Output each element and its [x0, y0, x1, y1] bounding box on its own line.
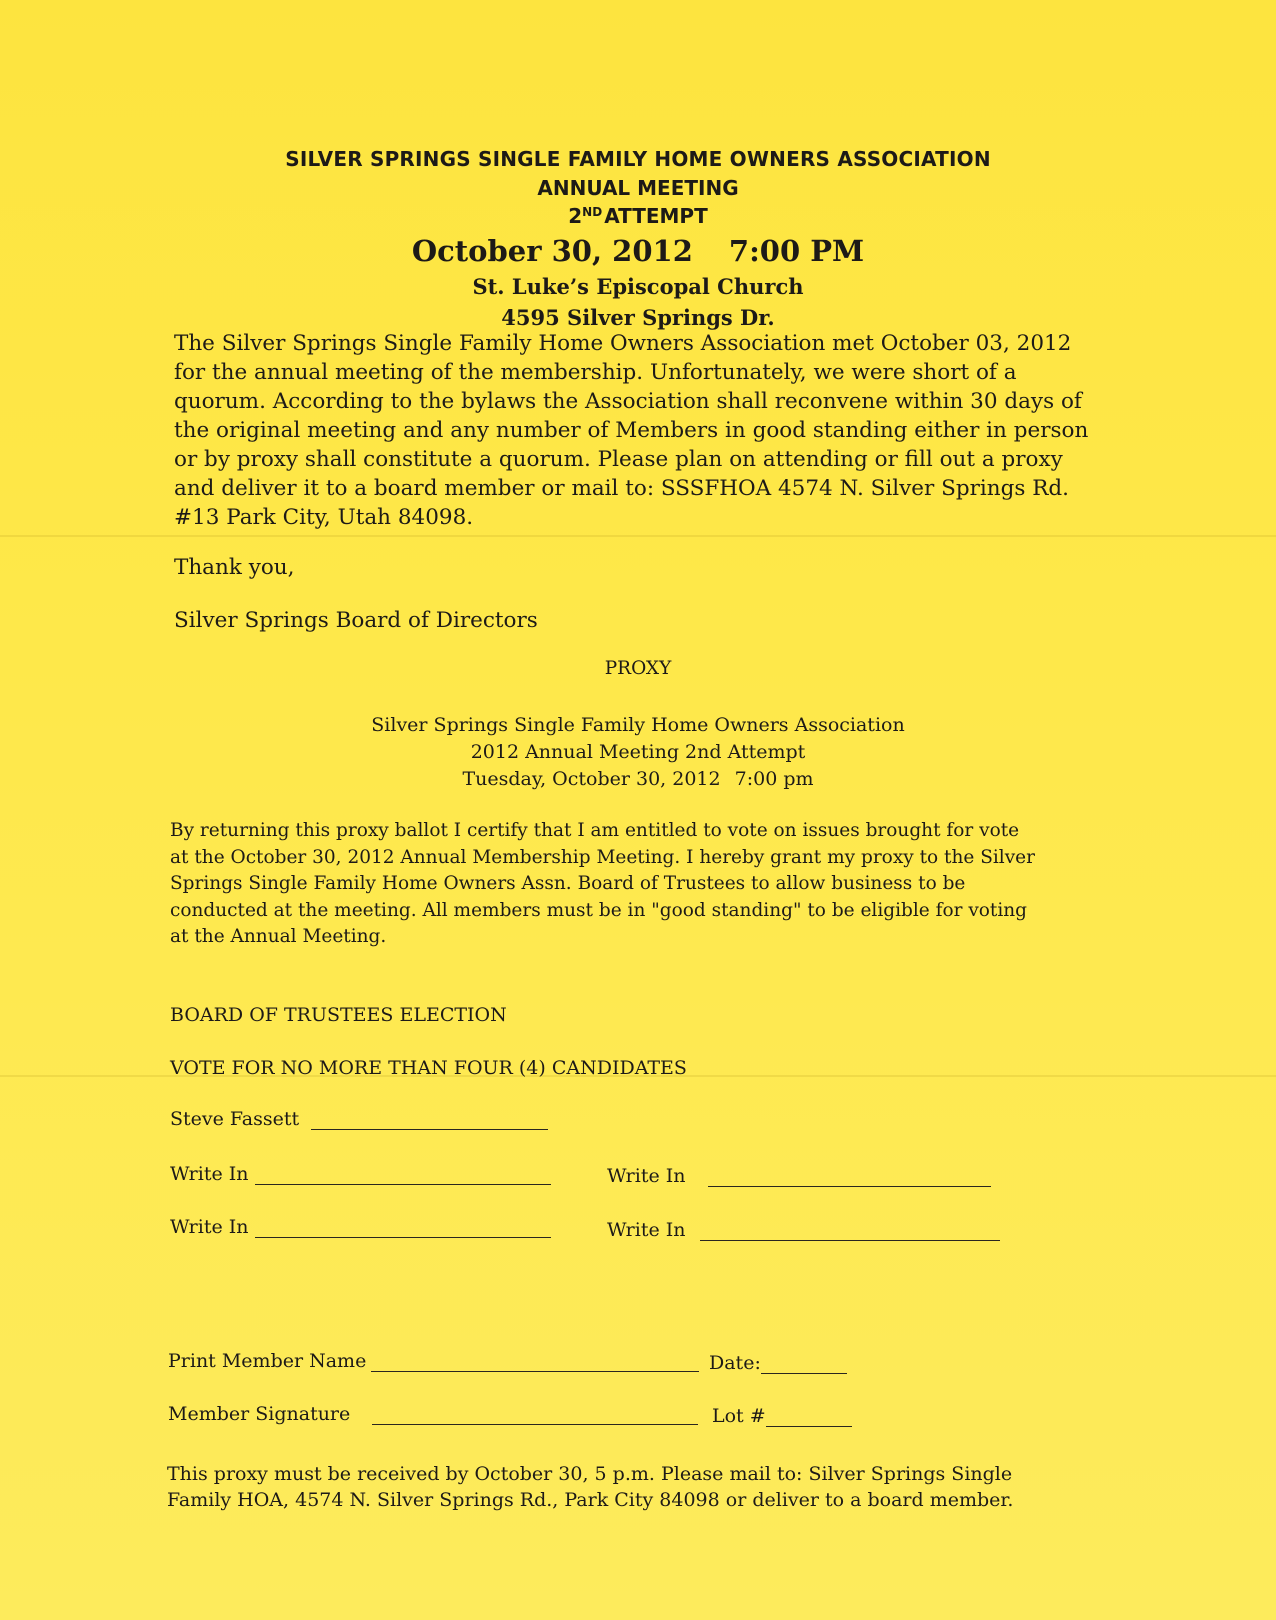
certification-paragraph: [170, 818, 1035, 951]
intro-line: #13 Park City, Utah 84098.: [174, 505, 474, 530]
meeting-title: ANNUAL MEETING: [537, 176, 739, 200]
proxy-header: [0, 712, 1276, 793]
write-in-row: [170, 1216, 551, 1238]
write-in-label: Write In: [170, 1216, 249, 1238]
meeting-time: 7:00 PM: [728, 234, 865, 268]
intro-line: and deliver it to a board member or mail to: SSSFHOA 4574 N. Silver Springs Rd.: [174, 476, 1070, 501]
member-signature-row: [168, 1403, 698, 1425]
lot-line[interactable]: [766, 1408, 852, 1427]
date-line[interactable]: [761, 1355, 847, 1374]
intro-paragraph: [174, 329, 1094, 532]
venue-address: 4595 Silver Springs Dr.: [501, 305, 775, 330]
write-in-line-3[interactable]: [255, 1219, 551, 1238]
thanks-text: Thank you,: [174, 555, 295, 580]
proxy-datetime: [0, 766, 1276, 793]
intro-line: or by proxy shall constitute a quorum. Please plan on attending or fill out a proxy: [174, 447, 1063, 472]
candidate-vote-line[interactable]: [311, 1111, 548, 1130]
write-in-label: Write In: [170, 1163, 249, 1185]
write-in-line-1[interactable]: [255, 1166, 551, 1185]
write-in-row: [607, 1219, 1000, 1241]
signoff-text: Silver Springs Board of Directors: [174, 608, 538, 633]
footer-line: Family HOA, 4574 N. Silver Springs Rd., Park City 84098 or deliver to a board member.: [167, 1489, 1014, 1511]
member-signature-label: Member Signature: [168, 1403, 351, 1425]
election-heading: BOARD OF TRUSTEES ELECTION: [170, 1004, 507, 1026]
footer-line: This proxy must be received by October 30, 5 p.m. Please mail to: Silver Springs Single: [167, 1463, 1013, 1485]
venue-name: St. Luke’s Episcopal Church: [472, 274, 804, 299]
intro-line: for the annual meeting of the membership. Unfortunately, we were short of a: [174, 360, 1017, 385]
intro-line: quorum. According to the bylaws the Association shall reconvene within 30 days of: [174, 389, 1082, 414]
proxy-time: 7:00 pm: [734, 768, 814, 790]
member-signature-line[interactable]: [372, 1406, 698, 1425]
proxy-association: Silver Springs Single Family Home Owners Association: [371, 714, 905, 736]
member-name-label: Print Member Name: [168, 1350, 367, 1372]
attempt-superscript: ND: [582, 205, 603, 219]
meeting-date: October 30, 2012: [411, 234, 693, 268]
lot-row: [712, 1405, 852, 1427]
cert-line: at the Annual Meeting.: [170, 926, 387, 947]
candidate-name: Steve Fassett: [170, 1108, 300, 1130]
proxy-meeting: 2012 Annual Meeting 2nd Attempt: [470, 741, 806, 763]
date-label: Date:: [709, 1352, 761, 1374]
org-title: SILVER SPRINGS SINGLE FAMILY HOME OWNERS ASSOCIATION: [285, 147, 991, 171]
cert-line: at the October 30, 2012 Annual Membership Meeting. I hereby grant my proxy to the Silver: [170, 846, 1035, 868]
member-name-line[interactable]: [371, 1353, 699, 1372]
write-in-label: Write In: [607, 1165, 686, 1187]
write-in-line-4[interactable]: [700, 1222, 1000, 1241]
election-instruction: VOTE FOR NO MORE THAN FOUR (4) CANDIDATES: [170, 1057, 687, 1079]
proxy-title: PROXY: [604, 658, 672, 679]
footer-note: [167, 1461, 1013, 1513]
cert-line: Springs Single Family Home Owners Assn. Board of Trustees to allow business to be: [170, 873, 966, 894]
write-in-line-2[interactable]: [708, 1168, 991, 1187]
member-name-row: [168, 1350, 699, 1372]
write-in-label: Write In: [607, 1219, 686, 1241]
date-row: [709, 1352, 847, 1374]
lot-label: Lot #: [712, 1405, 766, 1427]
intro-line: the original meeting and any number of Members in good standing either in person: [174, 418, 1089, 443]
cert-line: conducted at the meeting. All members must be in "good standing" to be eligible for voting: [170, 899, 1028, 921]
candidate-row: [170, 1108, 548, 1130]
attempt-title: [0, 204, 1276, 228]
attempt-number: 2: [568, 204, 583, 228]
attempt-word: ATTEMPT: [604, 204, 708, 228]
proxy-day-date: Tuesday, October 30, 2012: [462, 768, 721, 790]
write-in-row: [607, 1165, 991, 1187]
paper-fold-line: [0, 535, 1276, 537]
write-in-row: [170, 1163, 551, 1185]
meeting-datetime: [0, 234, 1276, 268]
cert-line: By returning this proxy ballot I certify that I am entitled to vote on issues brought for vote: [170, 820, 1020, 841]
intro-line: The Silver Springs Single Family Home Owners Association met October 03, 2012: [174, 331, 1072, 356]
